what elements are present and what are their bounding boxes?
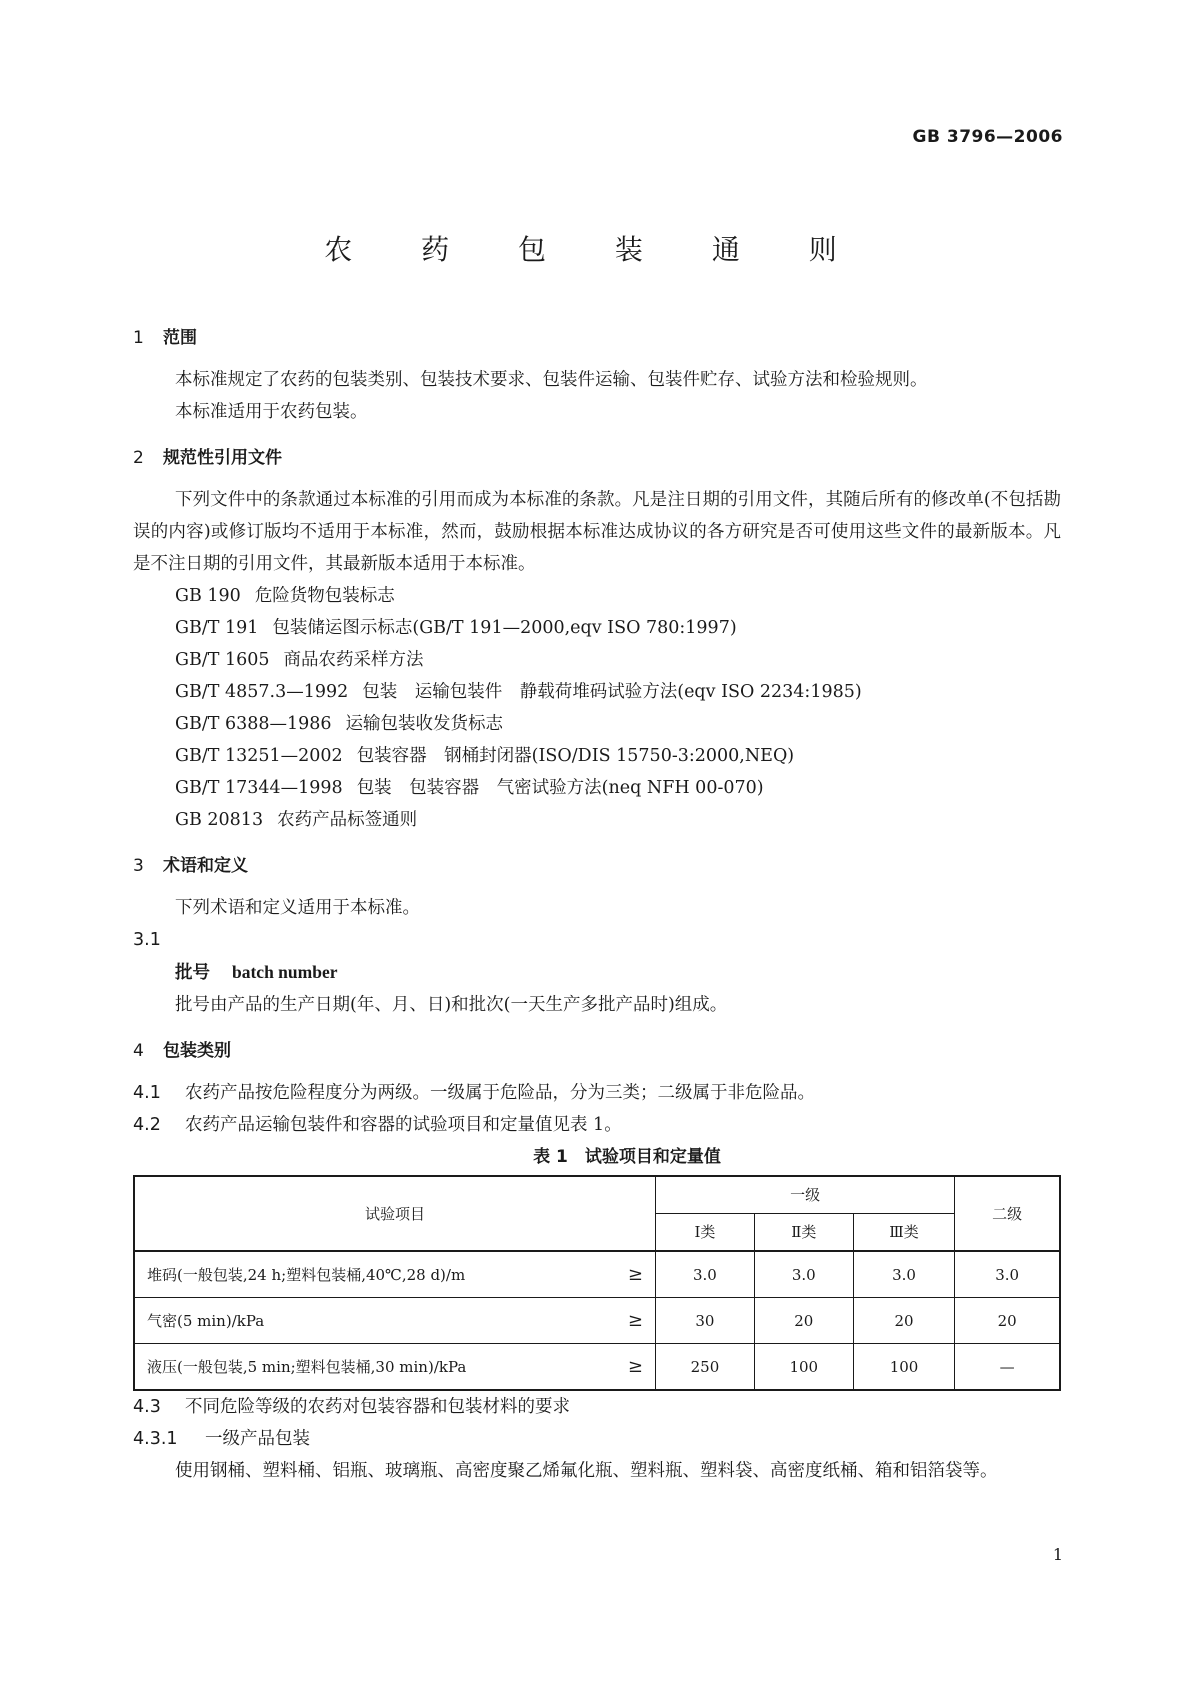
table-row: [134, 1344, 1060, 1391]
reference-item: GB/T 1605 商品农药采样方法: [175, 650, 424, 670]
clause-3-1-number: 3.1: [133, 930, 161, 950]
cell-class-3: 20: [853, 1298, 955, 1344]
cell-class-1: 250: [656, 1344, 755, 1391]
row-item: 气密(5 min)/kPa ≥: [134, 1298, 656, 1344]
reference-item: GB 190 危险货物包装标志: [175, 586, 395, 606]
table-row: [134, 1298, 1060, 1344]
standard-code-header: GB 3796—2006: [912, 127, 1063, 147]
cell-class-2: 20: [754, 1298, 853, 1344]
header-class-3: Ⅲ类: [853, 1214, 955, 1252]
term-definition: 批号由产品的生产日期(年、月、日)和批次(一天生产多批产品时)组成。: [175, 995, 728, 1015]
row-item: 液压(一般包装,5 min;塑料包装桶,30 min)/kPa ≥: [134, 1344, 656, 1391]
row-item: 堆码(一般包装,24 h;塑料包装桶,40℃,28 d)/m ≥: [134, 1251, 656, 1298]
reference-item: GB/T 6388—1986 运输包装收发货标志: [175, 714, 504, 734]
cell-class-3: 3.0: [853, 1251, 955, 1298]
clause-4-2: 4.2 农药产品运输包装件和容器的试验项目和定量值见表 1。: [133, 1115, 622, 1135]
header-level-2: 二级: [955, 1176, 1060, 1251]
reference-item: GB/T 4857.3—1992 包装 运输包装件 静载荷堆码试验方法(eqv ISO 2234:1985): [175, 682, 862, 702]
reference-item: GB/T 191 包装储运图示标志(GB/T 191—2000,eqv ISO 780:1997): [175, 618, 737, 638]
table-row: [134, 1251, 1060, 1298]
section-2-paragraph: 下列文件中的条款通过本标准的引用而成为本标准的条款。凡是注日期的引用文件，其随后所有的修改单(不包括勘误的内容)或修订版均不适用于本标准，然而，鼓励根据本标准达成协议的各方研究是否可使用这些文件的最新版本。凡是不注日期的引用文件，其最新版本适用于本标准。: [133, 490, 1061, 574]
cell-level-2: 20: [955, 1298, 1060, 1344]
header-class-1: Ⅰ类: [656, 1214, 755, 1252]
section-3-heading: 3 术语和定义: [133, 856, 248, 876]
document-body: [133, 322, 1061, 1487]
normative-references-list: [133, 580, 1061, 836]
cell-class-3: 100: [853, 1344, 955, 1391]
reference-item: GB/T 17344—1998 包装 包装容器 气密试验方法(neq NFH 00-070): [175, 778, 764, 798]
section-1-heading: 1 范围: [133, 328, 197, 348]
cell-level-2: 3.0: [955, 1251, 1060, 1298]
cell-class-1: 30: [656, 1298, 755, 1344]
clause-4-1: 4.1 农药产品按危险程度分为两级。一级属于危险品，分为三类；二级属于非危险品。: [133, 1083, 815, 1103]
section-1-paragraph-1: 本标准规定了农药的包装类别、包装技术要求、包装件运输、包装件贮存、试验方法和检验规则。: [175, 370, 928, 390]
clause-4-3-1-paragraph: 使用钢桶、塑料桶、铝瓶、玻璃瓶、高密度聚乙烯氟化瓶、塑料瓶、塑料袋、高密度纸桶、箱和铝箔袋等。: [175, 1461, 998, 1481]
cell-class-1: 3.0: [656, 1251, 755, 1298]
reference-item: GB 20813 农药产品标签通则: [175, 810, 418, 830]
table-1: [133, 1175, 1061, 1391]
reference-item: GB/T 13251—2002 包装容器 钢桶封闭器(ISO/DIS 15750-3:2000,NEQ): [175, 746, 795, 766]
document-title: 农 药 包 装 通 则: [324, 233, 867, 266]
section-1-paragraph-2: 本标准适用于农药包装。: [175, 402, 368, 422]
section-4-heading: 4 包装类别: [133, 1041, 231, 1061]
header-class-2: Ⅱ类: [754, 1214, 853, 1252]
clause-4-3: 4.3 不同危险等级的农药对包装容器和包装材料的要求: [133, 1397, 570, 1417]
section-2-heading: 2 规范性引用文件: [133, 448, 282, 468]
header-level-1: 一级: [656, 1176, 955, 1214]
cell-class-2: 100: [754, 1344, 853, 1391]
page-number: 1: [1052, 1545, 1063, 1564]
table-1-caption: 表 1 试验项目和定量值: [533, 1147, 721, 1167]
cell-level-2: —: [955, 1344, 1060, 1391]
cell-class-2: 3.0: [754, 1251, 853, 1298]
header-test-item: 试验项目: [134, 1176, 656, 1251]
term-batch-number: 批号 batch number: [175, 962, 338, 983]
clause-4-3-1: 4.3.1 一级产品包装: [133, 1429, 310, 1449]
section-3-paragraph: 下列术语和定义适用于本标准。: [175, 898, 420, 918]
